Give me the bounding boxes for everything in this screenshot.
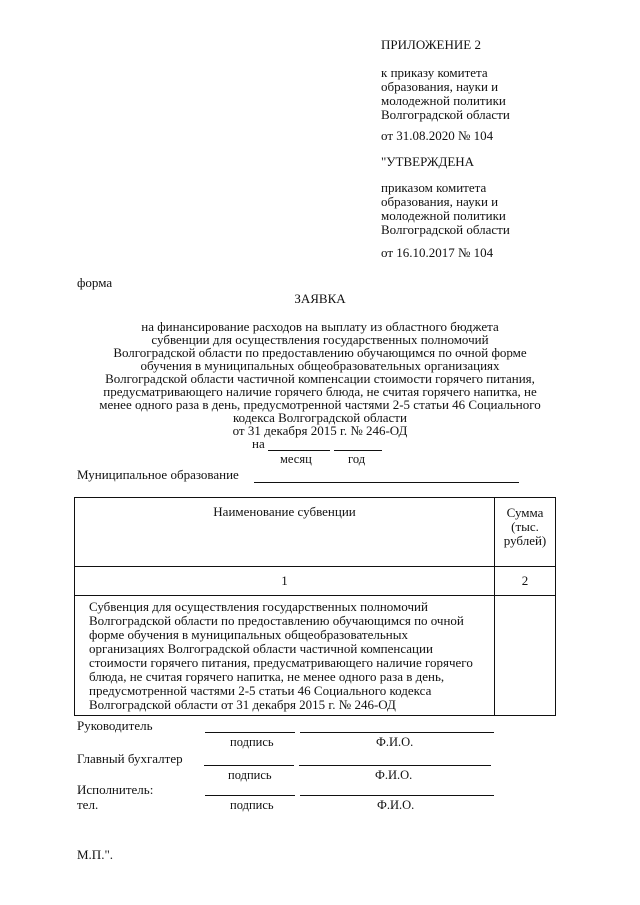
form-label: форма xyxy=(77,275,113,290)
approved-by-line: приказом комитета xyxy=(381,180,487,195)
signature-caption: подпись xyxy=(230,735,274,749)
table-header-name: Наименование субвенции xyxy=(75,498,495,567)
month-caption: месяц xyxy=(280,452,312,466)
description-line: форме обучения в муниципальных общеобразовательных xyxy=(89,627,408,642)
table-number-row xyxy=(75,567,556,596)
name-caption: Ф.И.О. xyxy=(377,798,415,812)
municipality-label: Муниципальное образование xyxy=(77,467,239,482)
appendix-title: ПРИЛОЖЕНИЕ 2 xyxy=(381,37,481,52)
head-signature-field[interactable] xyxy=(205,732,295,733)
executor-label: Исполнитель: xyxy=(77,782,154,797)
table-header-row xyxy=(75,498,556,567)
subtitle-line: обучения в муниципальных общеобразовательных организациях xyxy=(140,358,500,373)
header-sum-line: рублей) xyxy=(503,533,547,548)
approved-by-line: молодежной политики xyxy=(381,208,506,223)
description-line: организациях Волгоградской области частичной компенсации xyxy=(89,641,433,656)
approved-by-line: образования, науки и xyxy=(381,194,499,209)
executor-signature-field[interactable] xyxy=(205,795,295,796)
head-label: Руководитель xyxy=(77,718,153,733)
accountant-name-field[interactable] xyxy=(299,765,491,766)
page-title: ЗАЯВКА xyxy=(294,291,346,306)
approved-label: "УТВЕРЖДЕНА xyxy=(381,154,475,169)
subsidy-description xyxy=(75,596,495,716)
description-line: Субвенция для осуществления государственных полномочий xyxy=(89,599,428,614)
name-caption: Ф.И.О. xyxy=(375,768,413,782)
appendix-order-line: образования, науки и xyxy=(381,79,499,94)
approved-by-line: Волгоградской области xyxy=(381,222,510,237)
signature-caption: подпись xyxy=(230,798,274,812)
executor-name-field[interactable] xyxy=(300,795,494,796)
table-row xyxy=(75,596,556,716)
month-field[interactable] xyxy=(268,450,330,451)
description-line: блюда, не считая горячего напитка, не менее одного раза в день, xyxy=(89,669,445,684)
appendix-order-date: от 31.08.2020 № 104 xyxy=(381,128,494,143)
subtitle-line: на финансирование расходов на выплату из областного бюджета xyxy=(141,319,499,334)
municipality-field[interactable] xyxy=(254,482,519,483)
period-prefix: на xyxy=(252,436,265,451)
column-number: 1 xyxy=(75,567,495,596)
subsidy-sum-cell[interactable] xyxy=(495,596,556,716)
subtitle-line: от 31 декабря 2015 г. № 246-ОД xyxy=(232,423,408,438)
subtitle-line: предусматривающего наличие горячего блюда, не считая горячего напитка, не xyxy=(103,384,537,399)
year-caption: год xyxy=(348,452,366,466)
approved-date: от 16.10.2017 № 104 xyxy=(381,245,494,260)
appendix-order-line: молодежной политики xyxy=(381,93,506,108)
subtitle-line: кодекса Волгоградской области xyxy=(233,410,407,425)
table-header-sum xyxy=(495,498,556,567)
subtitle-line: субвенции для осуществления государственных полномочий xyxy=(151,332,489,347)
accountant-signature-field[interactable] xyxy=(204,765,294,766)
column-number: 2 xyxy=(495,567,556,596)
subtitle-line: Волгоградской области частичной компенсации стоимости горячего питания, xyxy=(105,371,535,386)
head-name-field[interactable] xyxy=(300,732,494,733)
header-sum-line: Сумма xyxy=(506,505,544,520)
seal-label: М.П.". xyxy=(77,847,114,862)
subtitle-line: менее одного раза в день, предусмотренной частями 2-5 статьи 46 Социального xyxy=(99,397,541,412)
name-caption: Ф.И.О. xyxy=(376,735,414,749)
appendix-order-line: к приказу комитета xyxy=(381,65,488,80)
subtitle-line: Волгоградской области по предоставлению обучающимся по очной форме xyxy=(113,345,527,360)
signature-caption: подпись xyxy=(228,768,272,782)
header-sum-line: (тыс. xyxy=(511,519,539,534)
description-line: Волгоградской области по предоставлению обучающимся по очной xyxy=(89,613,464,628)
description-line: предусмотренной частями 2-5 статьи 46 Социального кодекса xyxy=(89,683,432,698)
subsidy-table xyxy=(74,497,556,716)
description-line: стоимости горячего питания, предусматривающего наличие горячего xyxy=(89,655,473,670)
accountant-label: Главный бухгалтер xyxy=(77,751,183,766)
appendix-order-line: Волгоградской области xyxy=(381,107,510,122)
phone-label: тел. xyxy=(77,797,99,812)
description-line: Волгоградской области от 31 декабря 2015 г. № 246-ОД xyxy=(89,697,396,712)
year-field[interactable] xyxy=(334,450,382,451)
